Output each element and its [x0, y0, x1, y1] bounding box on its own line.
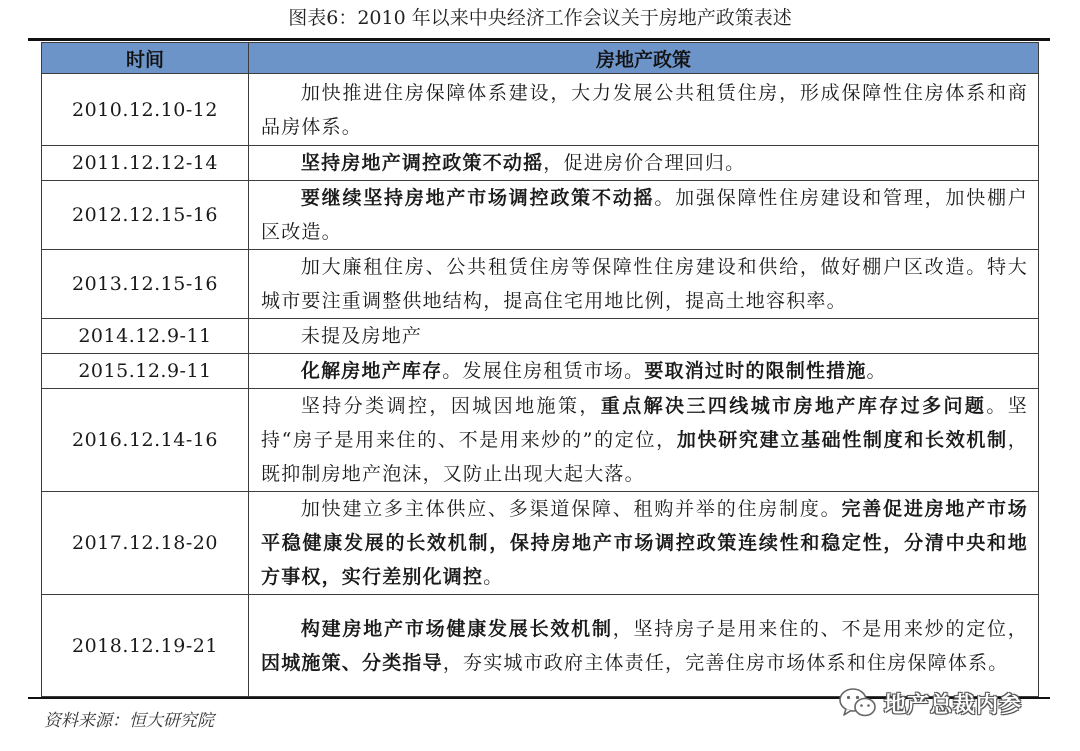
row-time: 2013.12.15-16 — [42, 250, 249, 319]
policy-text: ，坚持房子是用来住的、不是用来炒的定位， — [612, 617, 1028, 640]
row-policy — [249, 354, 1039, 389]
row-time: 2014.12.9-11 — [42, 319, 249, 354]
table-row — [42, 146, 1039, 181]
policy-text-bold: 重点解决三四线城市房地产库存过多问题 — [600, 395, 987, 417]
policy-text-bold: 因城施策、分类指导 — [261, 651, 443, 674]
row-policy — [249, 74, 1039, 146]
wechat-icon — [838, 686, 878, 720]
table-row — [42, 181, 1039, 250]
policy-text-bold: 加快研究建立基础性制度和长效机制 — [676, 429, 1008, 451]
row-policy — [249, 492, 1039, 595]
table-row — [42, 319, 1039, 354]
watermark — [838, 683, 1022, 723]
top-rule — [28, 38, 1050, 41]
row-policy — [249, 389, 1039, 492]
policy-text: 加快推进住房保障体系建设，大力发展公共租赁住房，形成保障性住房体系和商品房体系。 — [261, 81, 1028, 138]
policy-text: 。 — [483, 566, 504, 588]
watermark-text: 地产总裁内参 — [884, 692, 1023, 718]
header-row — [42, 43, 1039, 74]
table-row — [42, 389, 1039, 492]
source-note: 资料来源：恒大研究院 — [44, 711, 214, 731]
table-body — [42, 74, 1039, 697]
policy-text: ，夯实城市政府主体责任，完善住房市场体系和住房保障体系。 — [442, 651, 1009, 674]
policy-text: 。加强保障性住房建设和管理，加快棚户区改造。 — [261, 187, 1028, 243]
row-policy — [249, 250, 1039, 319]
row-time: 2017.12.18-20 — [42, 492, 249, 595]
policy-text: 。 — [866, 360, 887, 382]
policy-text: ，既抑制房地产泡沫，又防止出现大起大落。 — [261, 429, 1028, 485]
policy-text-bold: 化解房地产库存 — [300, 360, 443, 382]
policy-text-bold: 完善促进房地产市场平稳健康发展的长效机制，保持房地产市场调控政策连续性和稳定性，分清中央和地方事权，实行差别化调控 — [261, 498, 1028, 588]
policy-text: 未提及房地产 — [300, 325, 423, 347]
policy-text: 加快建立多主体供应、多渠道保障、租购并举的住房制度。 — [300, 498, 842, 520]
policy-text: ，促进房价合理回归。 — [543, 152, 746, 174]
table-row — [42, 74, 1039, 146]
figure-title: 图表6：2010 年以来中央经济工作会议关于房地产政策表述 — [288, 7, 792, 29]
policy-text-bold: 要继续坚持房地产市场调控政策不动摇 — [300, 187, 655, 209]
policy-text-bold: 要取消过时的限制性措施 — [644, 360, 867, 382]
row-time: 2018.12.19-21 — [42, 595, 249, 697]
policy-text-bold: 构建房地产市场健康发展长效机制 — [300, 617, 613, 640]
policy-text-bold: 坚持房地产调控政策不动摇 — [300, 152, 544, 174]
policy-text: 。发展住房租赁市场。 — [442, 360, 645, 382]
row-time: 2015.12.9-11 — [42, 354, 249, 389]
row-policy — [249, 146, 1039, 181]
policy-table — [41, 42, 1039, 697]
table-row — [42, 595, 1039, 697]
row-policy — [249, 181, 1039, 250]
row-time: 2010.12.10-12 — [42, 74, 249, 146]
row-time: 2011.12.12-14 — [42, 146, 249, 181]
table-row — [42, 250, 1039, 319]
row-time: 2012.12.15-16 — [42, 181, 249, 250]
table-row — [42, 492, 1039, 595]
policy-text: 坚持分类调控，因城因地施策， — [300, 395, 601, 417]
policy-text: 。坚持“房子是用来住的、不是用来炒的”的定位， — [261, 395, 1028, 451]
row-policy — [249, 595, 1039, 697]
header-policy: 房地产政策 — [249, 43, 1039, 74]
row-policy — [249, 319, 1039, 354]
table-row — [42, 354, 1039, 389]
row-time: 2016.12.14-16 — [42, 389, 249, 492]
policy-text: 加大廉租住房、公共租赁住房等保障性住房建设和供给，做好棚户区改造。特大城市要注重调整供地结构，提高住宅用地比例，提高土地容积率。 — [261, 256, 1028, 312]
header-time: 时间 — [42, 43, 249, 74]
